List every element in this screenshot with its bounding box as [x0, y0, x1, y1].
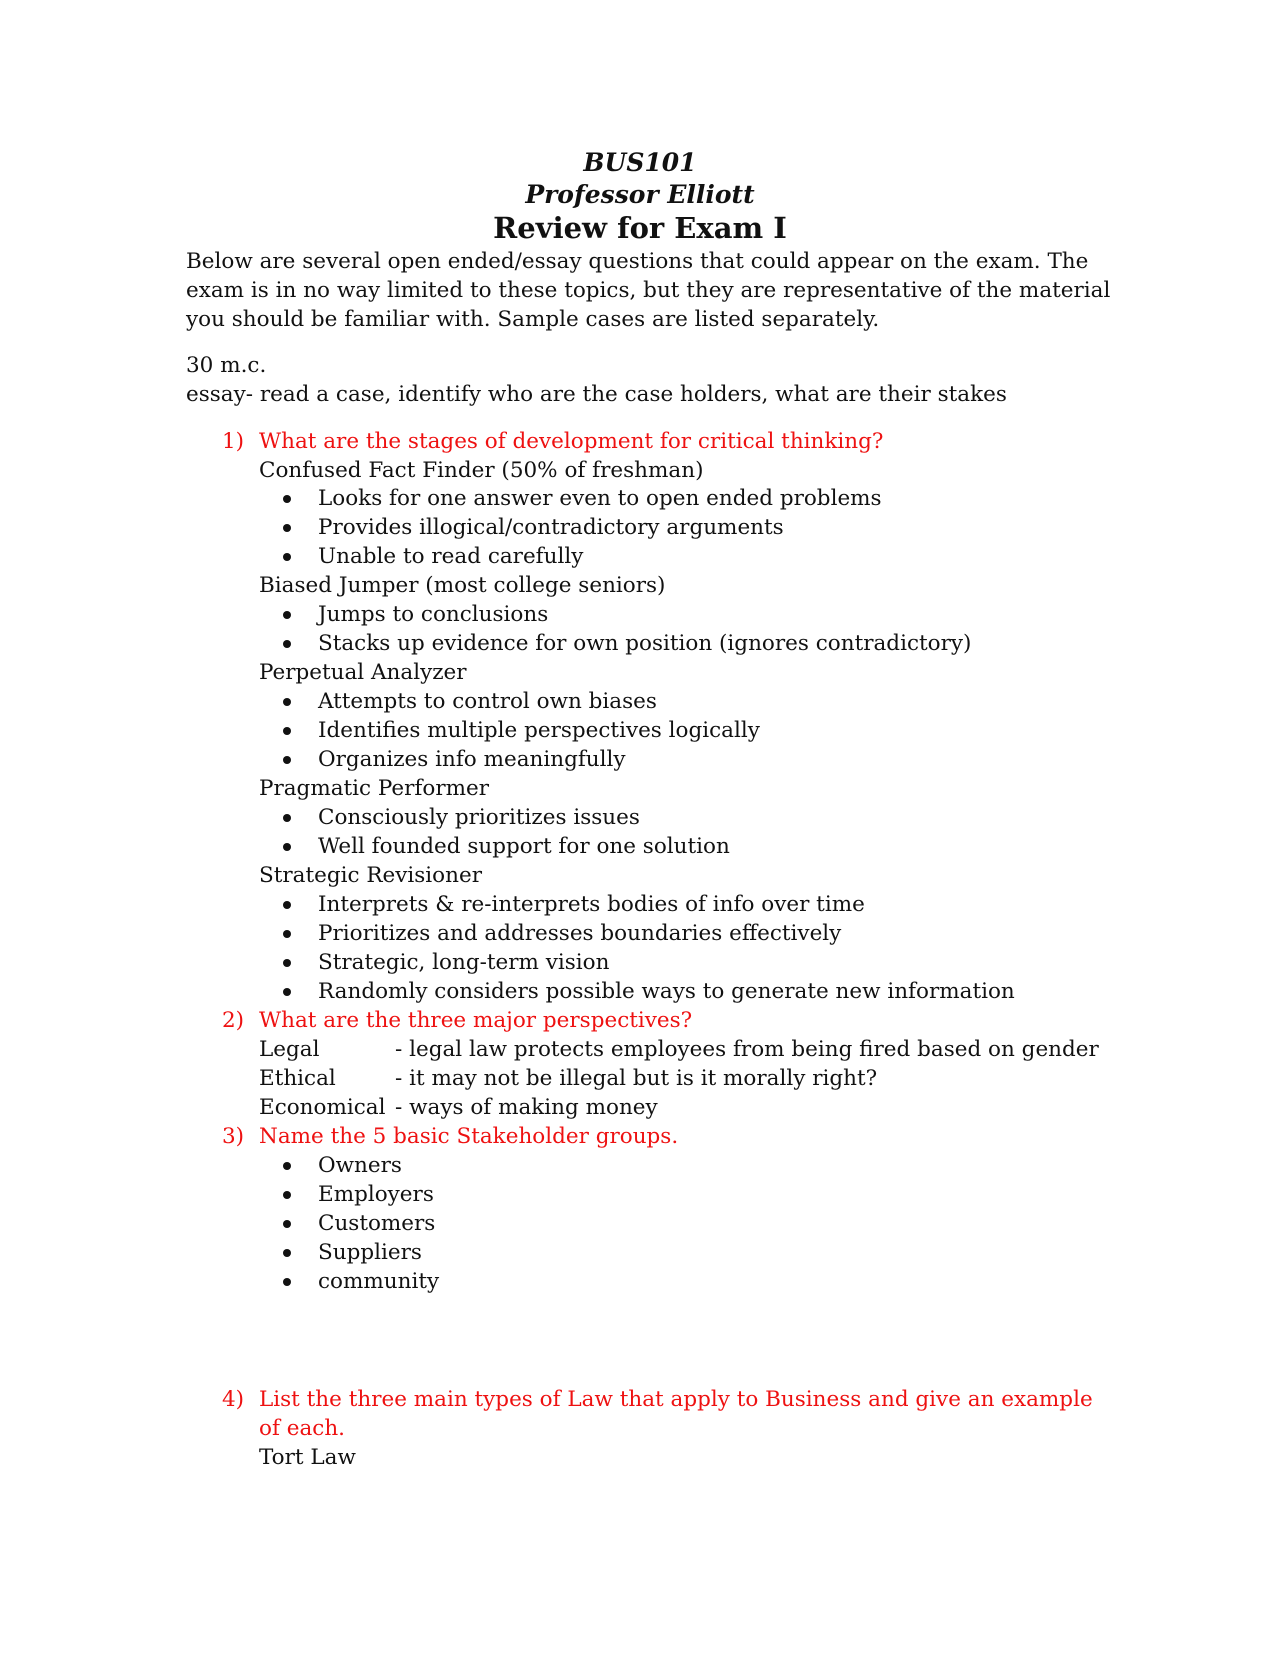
- bullet-dot: [283, 988, 291, 996]
- stage-name: Perpetual Analyzer: [259, 660, 467, 685]
- stage-name: Pragmatic Performer: [259, 776, 489, 801]
- bullet-dot: [283, 1278, 291, 1286]
- stage-bullet: Randomly considers possible ways to generate new information: [318, 979, 1015, 1004]
- stakeholder-item: Customers: [318, 1211, 436, 1236]
- perspective-term: Ethical: [259, 1066, 336, 1091]
- stage-bullet: Looks for one answer even to open ended problems: [318, 486, 882, 511]
- law-type: Tort Law: [259, 1445, 356, 1470]
- perspective-definition: - it may not be illegal but is it morally right?: [395, 1066, 878, 1091]
- bullet-dot: [283, 959, 291, 967]
- stage-bullet: Consciously prioritizes issues: [318, 805, 640, 830]
- bullet-dot: [283, 756, 291, 764]
- perspective-definition: - ways of making money: [395, 1095, 658, 1120]
- question-number: 1): [222, 429, 245, 454]
- question-text: Name the 5 basic Stakeholder groups.: [259, 1124, 679, 1149]
- bullet-dot: [283, 1220, 291, 1228]
- stage-bullet: Interprets & re-interprets bodies of info over time: [318, 892, 865, 917]
- professor-name: Professor Elliott: [525, 180, 755, 209]
- stakeholder-item: Employers: [318, 1182, 434, 1207]
- stage-bullet: Attempts to control own biases: [318, 689, 657, 714]
- intro-line: Below are several open ended/essay questions that could appear on the exam. The: [186, 249, 1089, 274]
- stage-bullet: Unable to read carefully: [318, 544, 584, 569]
- bullet-dot: [283, 727, 291, 735]
- perspective-term: Legal: [259, 1037, 320, 1062]
- stage-bullet: Strategic, long-term vision: [318, 950, 610, 975]
- question-text: What are the stages of development for critical thinking?: [259, 429, 884, 454]
- bullet-dot: [283, 901, 291, 909]
- format-line: 30 m.c.: [186, 353, 267, 378]
- question-number: 4): [222, 1387, 245, 1412]
- bullet-dot: [283, 1249, 291, 1257]
- question-number: 3): [222, 1124, 245, 1149]
- stage-bullet: Identifies multiple perspectives logically: [318, 718, 760, 743]
- stage-bullet: Well founded support for one solution: [318, 834, 730, 859]
- perspective-term: Economical: [259, 1095, 386, 1120]
- stage-name: Strategic Revisioner: [259, 863, 482, 888]
- bullet-dot: [283, 814, 291, 822]
- question-number: 2): [222, 1008, 245, 1033]
- stage-name: Biased Jumper (most college seniors): [259, 573, 666, 598]
- bullet-dot: [283, 698, 291, 706]
- stage-bullet: Jumps to conclusions: [318, 602, 549, 627]
- bullet-dot: [283, 524, 291, 532]
- bullet-dot: [283, 495, 291, 503]
- stage-name: Confused Fact Finder (50% of freshman): [259, 458, 704, 483]
- question-text: What are the three major perspectives?: [259, 1008, 693, 1033]
- question-text: of each.: [259, 1416, 345, 1441]
- stakeholder-item: Owners: [318, 1153, 402, 1178]
- bullet-dot: [283, 611, 291, 619]
- page-title: Review for Exam I: [493, 211, 787, 245]
- question-text: List the three main types of Law that apply to Business and give an example: [259, 1387, 1093, 1412]
- bullet-dot: [283, 930, 291, 938]
- bullet-dot: [283, 1162, 291, 1170]
- format-line: essay- read a case, identify who are the case holders, what are their stakes: [186, 382, 1007, 407]
- bullet-dot: [283, 640, 291, 648]
- stakeholder-item: community: [318, 1269, 440, 1294]
- stage-bullet: Provides illogical/contradictory arguments: [318, 515, 784, 540]
- stage-bullet: Prioritizes and addresses boundaries effectively: [318, 921, 842, 946]
- bullet-dot: [283, 1191, 291, 1199]
- stakeholder-item: Suppliers: [318, 1240, 422, 1265]
- course-code: BUS101: [583, 148, 697, 177]
- intro-line: you should be familiar with. Sample cases are listed separately.: [186, 307, 880, 332]
- intro-line: exam is in no way limited to these topics, but they are representative of the material: [186, 278, 1111, 303]
- bullet-dot: [283, 843, 291, 851]
- perspective-definition: - legal law protects employees from being fired based on gender: [395, 1037, 1099, 1062]
- bullet-dot: [283, 553, 291, 561]
- stage-bullet: Organizes info meaningfully: [318, 747, 626, 772]
- stage-bullet: Stacks up evidence for own position (ignores contradictory): [318, 631, 972, 656]
